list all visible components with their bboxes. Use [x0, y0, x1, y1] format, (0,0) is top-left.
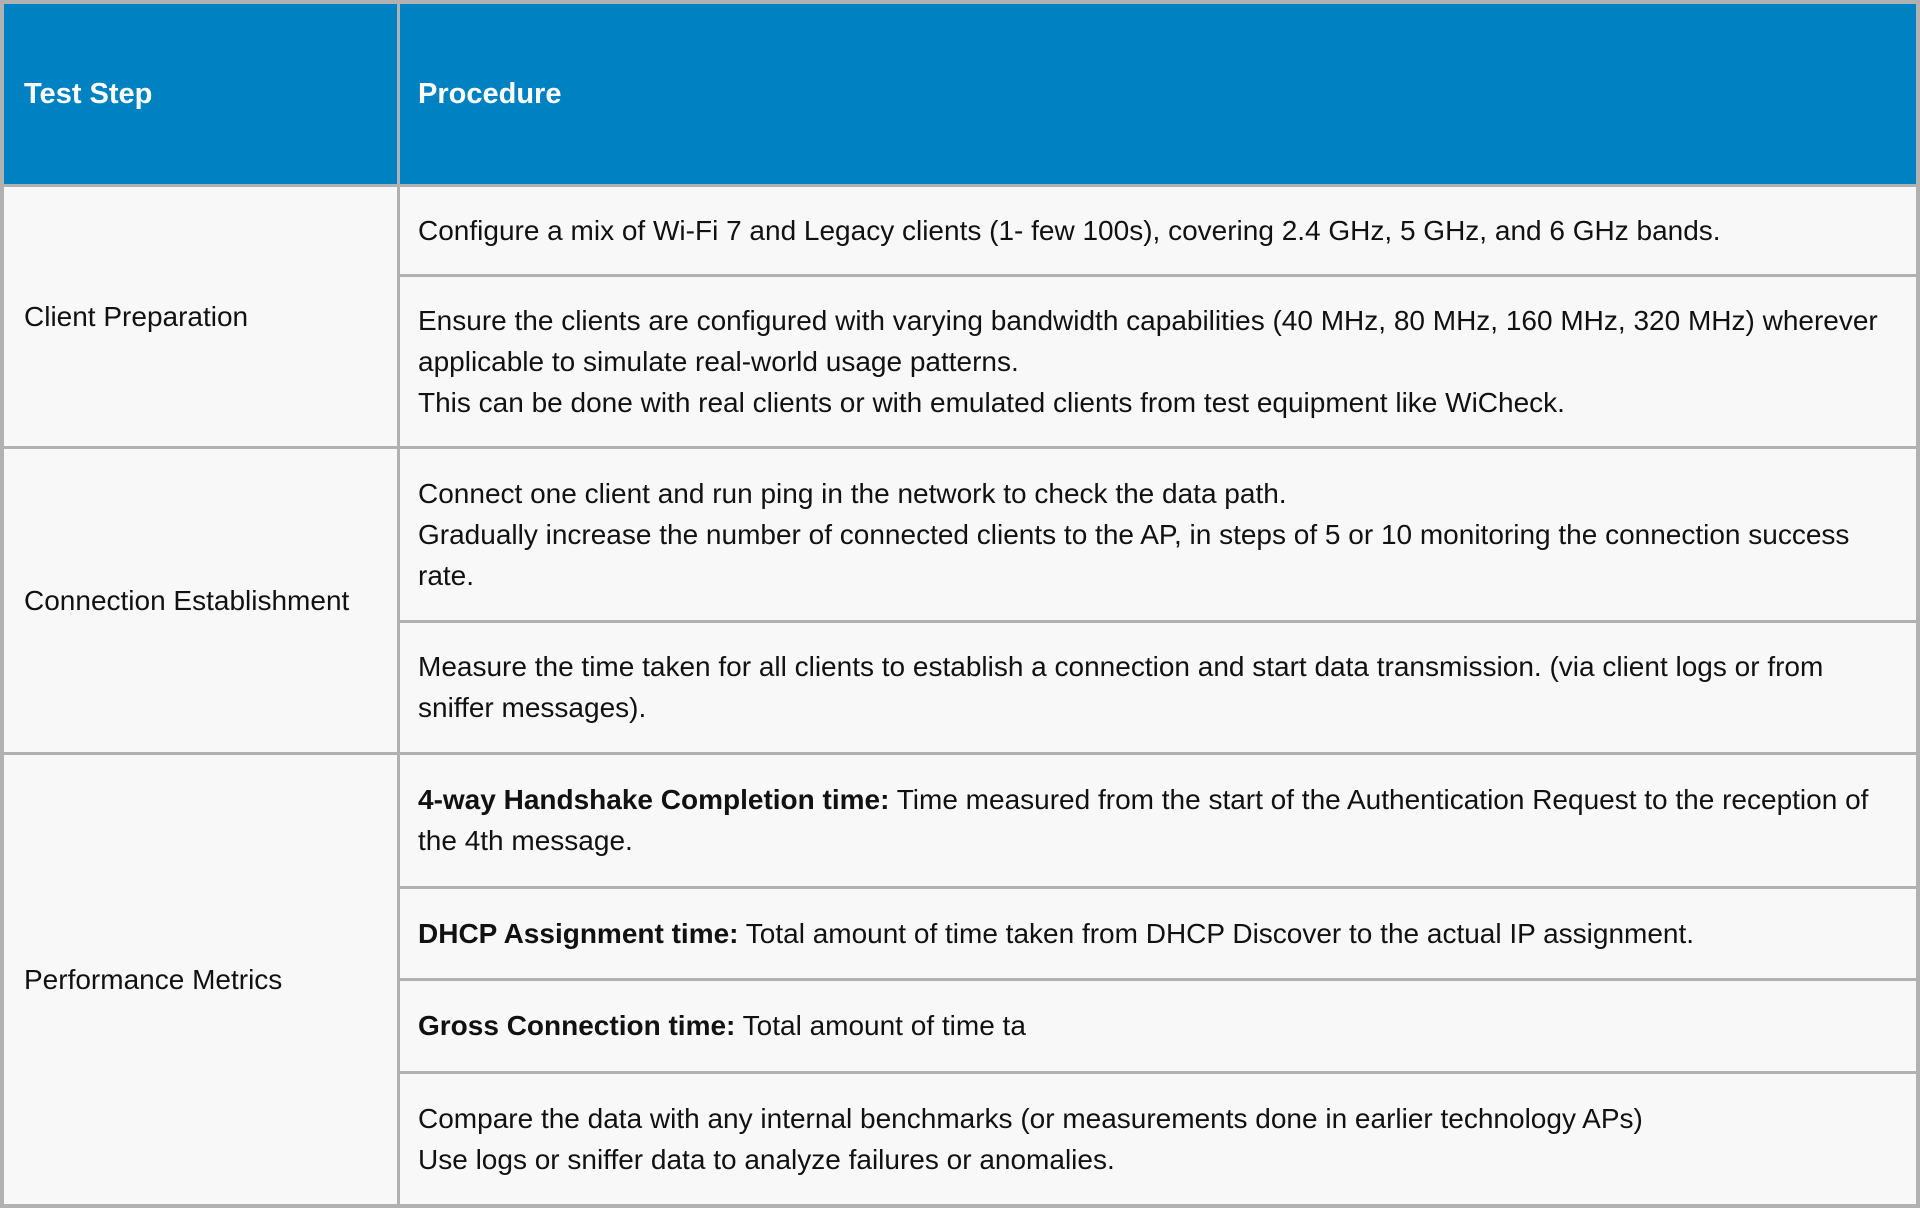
procedure-cell	[400, 1071, 1916, 1205]
procedure-text	[418, 913, 1694, 954]
step-client-preparation: Client Preparation	[4, 184, 400, 446]
procedure-cell	[400, 274, 1916, 446]
procedure-group-connection-establishment	[400, 446, 1916, 752]
procedure-line: This can be done with real clients or with emulated clients from test equipment like WiCheck.	[418, 387, 1565, 418]
procedure-line: Use logs or sniffer data to analyze failures or anomalies.	[418, 1143, 1115, 1175]
metric-description: Time measured from the start of the Authentication Request to the reception of the 4th message.	[418, 784, 1869, 857]
procedure-cell	[400, 449, 1916, 620]
procedure-line: Gradually increase the number of connected clients to the AP, in steps of 5 or 10 monitoring the connection success rate.	[418, 518, 1850, 591]
metric-name: DHCP Assignment time:	[418, 917, 739, 949]
step-connection-establishment: Connection Establishment	[4, 446, 400, 752]
procedure-line: Measure the time taken for all clients to establish a connection and start data transmission. (via client logs or from sniffer messages).	[418, 651, 1824, 724]
procedure-text	[418, 473, 1892, 596]
metric-name: Gross Connection time:	[418, 1010, 736, 1042]
procedure-text	[418, 1098, 1643, 1180]
procedure-text	[418, 300, 1892, 423]
procedure-text	[418, 1005, 1026, 1046]
procedure-text	[418, 210, 1721, 251]
metric-description: Total amount of time taken from DHCP Discover to the actual IP assignment.	[738, 917, 1695, 949]
header-procedure: Procedure	[400, 4, 1916, 184]
procedure-line: Configure a mix of Wi-Fi 7 and Legacy clients (1- few 100s), covering 2.4 GHz, 5 GHz, and 6 GHz bands.	[418, 215, 1721, 246]
header-test-step: Test Step	[4, 4, 400, 184]
procedure-cell	[400, 886, 1916, 979]
procedure-group-client-preparation	[400, 184, 1916, 446]
procedure-cell	[400, 620, 1916, 753]
metric-description: Total amount of time ta	[735, 1010, 1026, 1042]
procedure-text	[418, 646, 1892, 728]
procedure-cell	[400, 978, 1916, 1071]
procedure-group-performance-metrics	[400, 752, 1916, 1204]
procedure-line: Connect one client and run ping in the network to check the data path.	[418, 477, 1287, 509]
procedure-line: Compare the data with any internal benchmarks (or measurements done in earlier technology APs)	[418, 1102, 1643, 1134]
step-performance-metrics: Performance Metrics	[4, 752, 400, 1204]
procedure-text	[418, 779, 1892, 861]
procedure-cell	[400, 755, 1916, 886]
procedure-cell	[400, 187, 1916, 274]
procedure-line: Ensure the clients are configured with varying bandwidth capabilities (40 MHz, 80 MHz, 160 MHz, 320 MHz) wherever applicable to simulate real-world usage patterns.	[418, 305, 1878, 377]
metric-name: 4-way Handshake Completion time:	[418, 784, 890, 816]
